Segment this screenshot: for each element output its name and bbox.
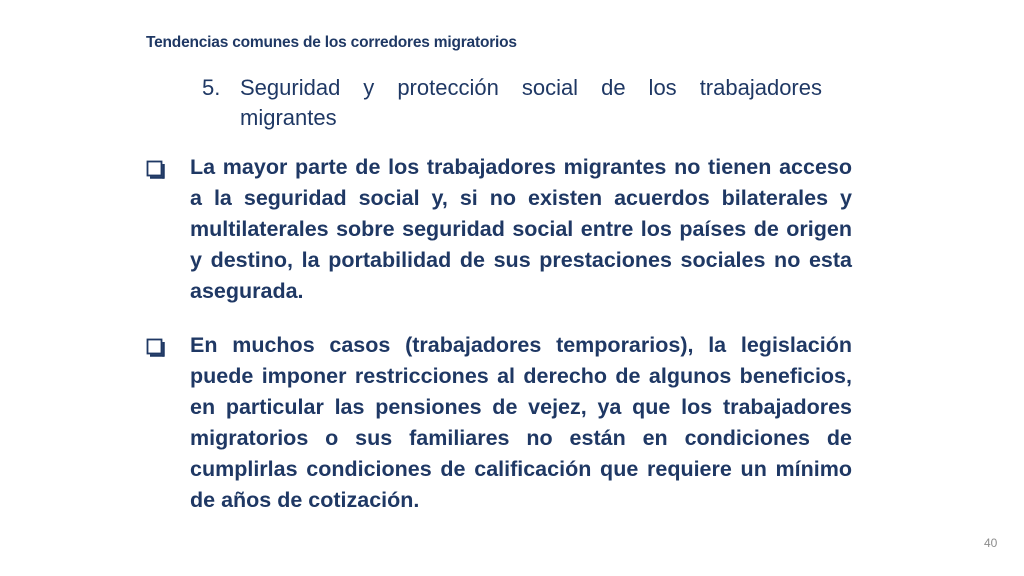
bullet-item xyxy=(146,152,852,307)
item-text: Seguridad y protección social de los trabajadores migrantes xyxy=(240,75,822,130)
numbered-item-5 xyxy=(202,73,822,133)
bullet-text: La mayor parte de los trabajadores migrantes no tienen acceso a la seguridad social y, si no existen acuerdos bilaterales y multilaterales sobre seguridad social entre los países de origen y destino, la portabilidad de sus prestaciones sociales no esta asegurada. xyxy=(190,155,852,303)
bullet-text: En muchos casos (trabajadores temporarios), la legislación puede imponer restricciones al derecho de algunos beneficios, en particular las pensiones de vejez, ya que los trabajadores migratorios o sus familiares no están en condiciones de cumplirlas condiciones de calificación que requiere un mínimo de años de cotización. xyxy=(190,333,852,512)
page-number: 40 xyxy=(984,536,998,550)
slide-header-title: Tendencias comunes de los corredores migratorios xyxy=(146,34,517,51)
checkbox-square-icon xyxy=(146,152,190,307)
item-number: 5. xyxy=(202,75,221,100)
checkbox-square-icon xyxy=(146,330,190,516)
bullet-item xyxy=(146,330,852,516)
